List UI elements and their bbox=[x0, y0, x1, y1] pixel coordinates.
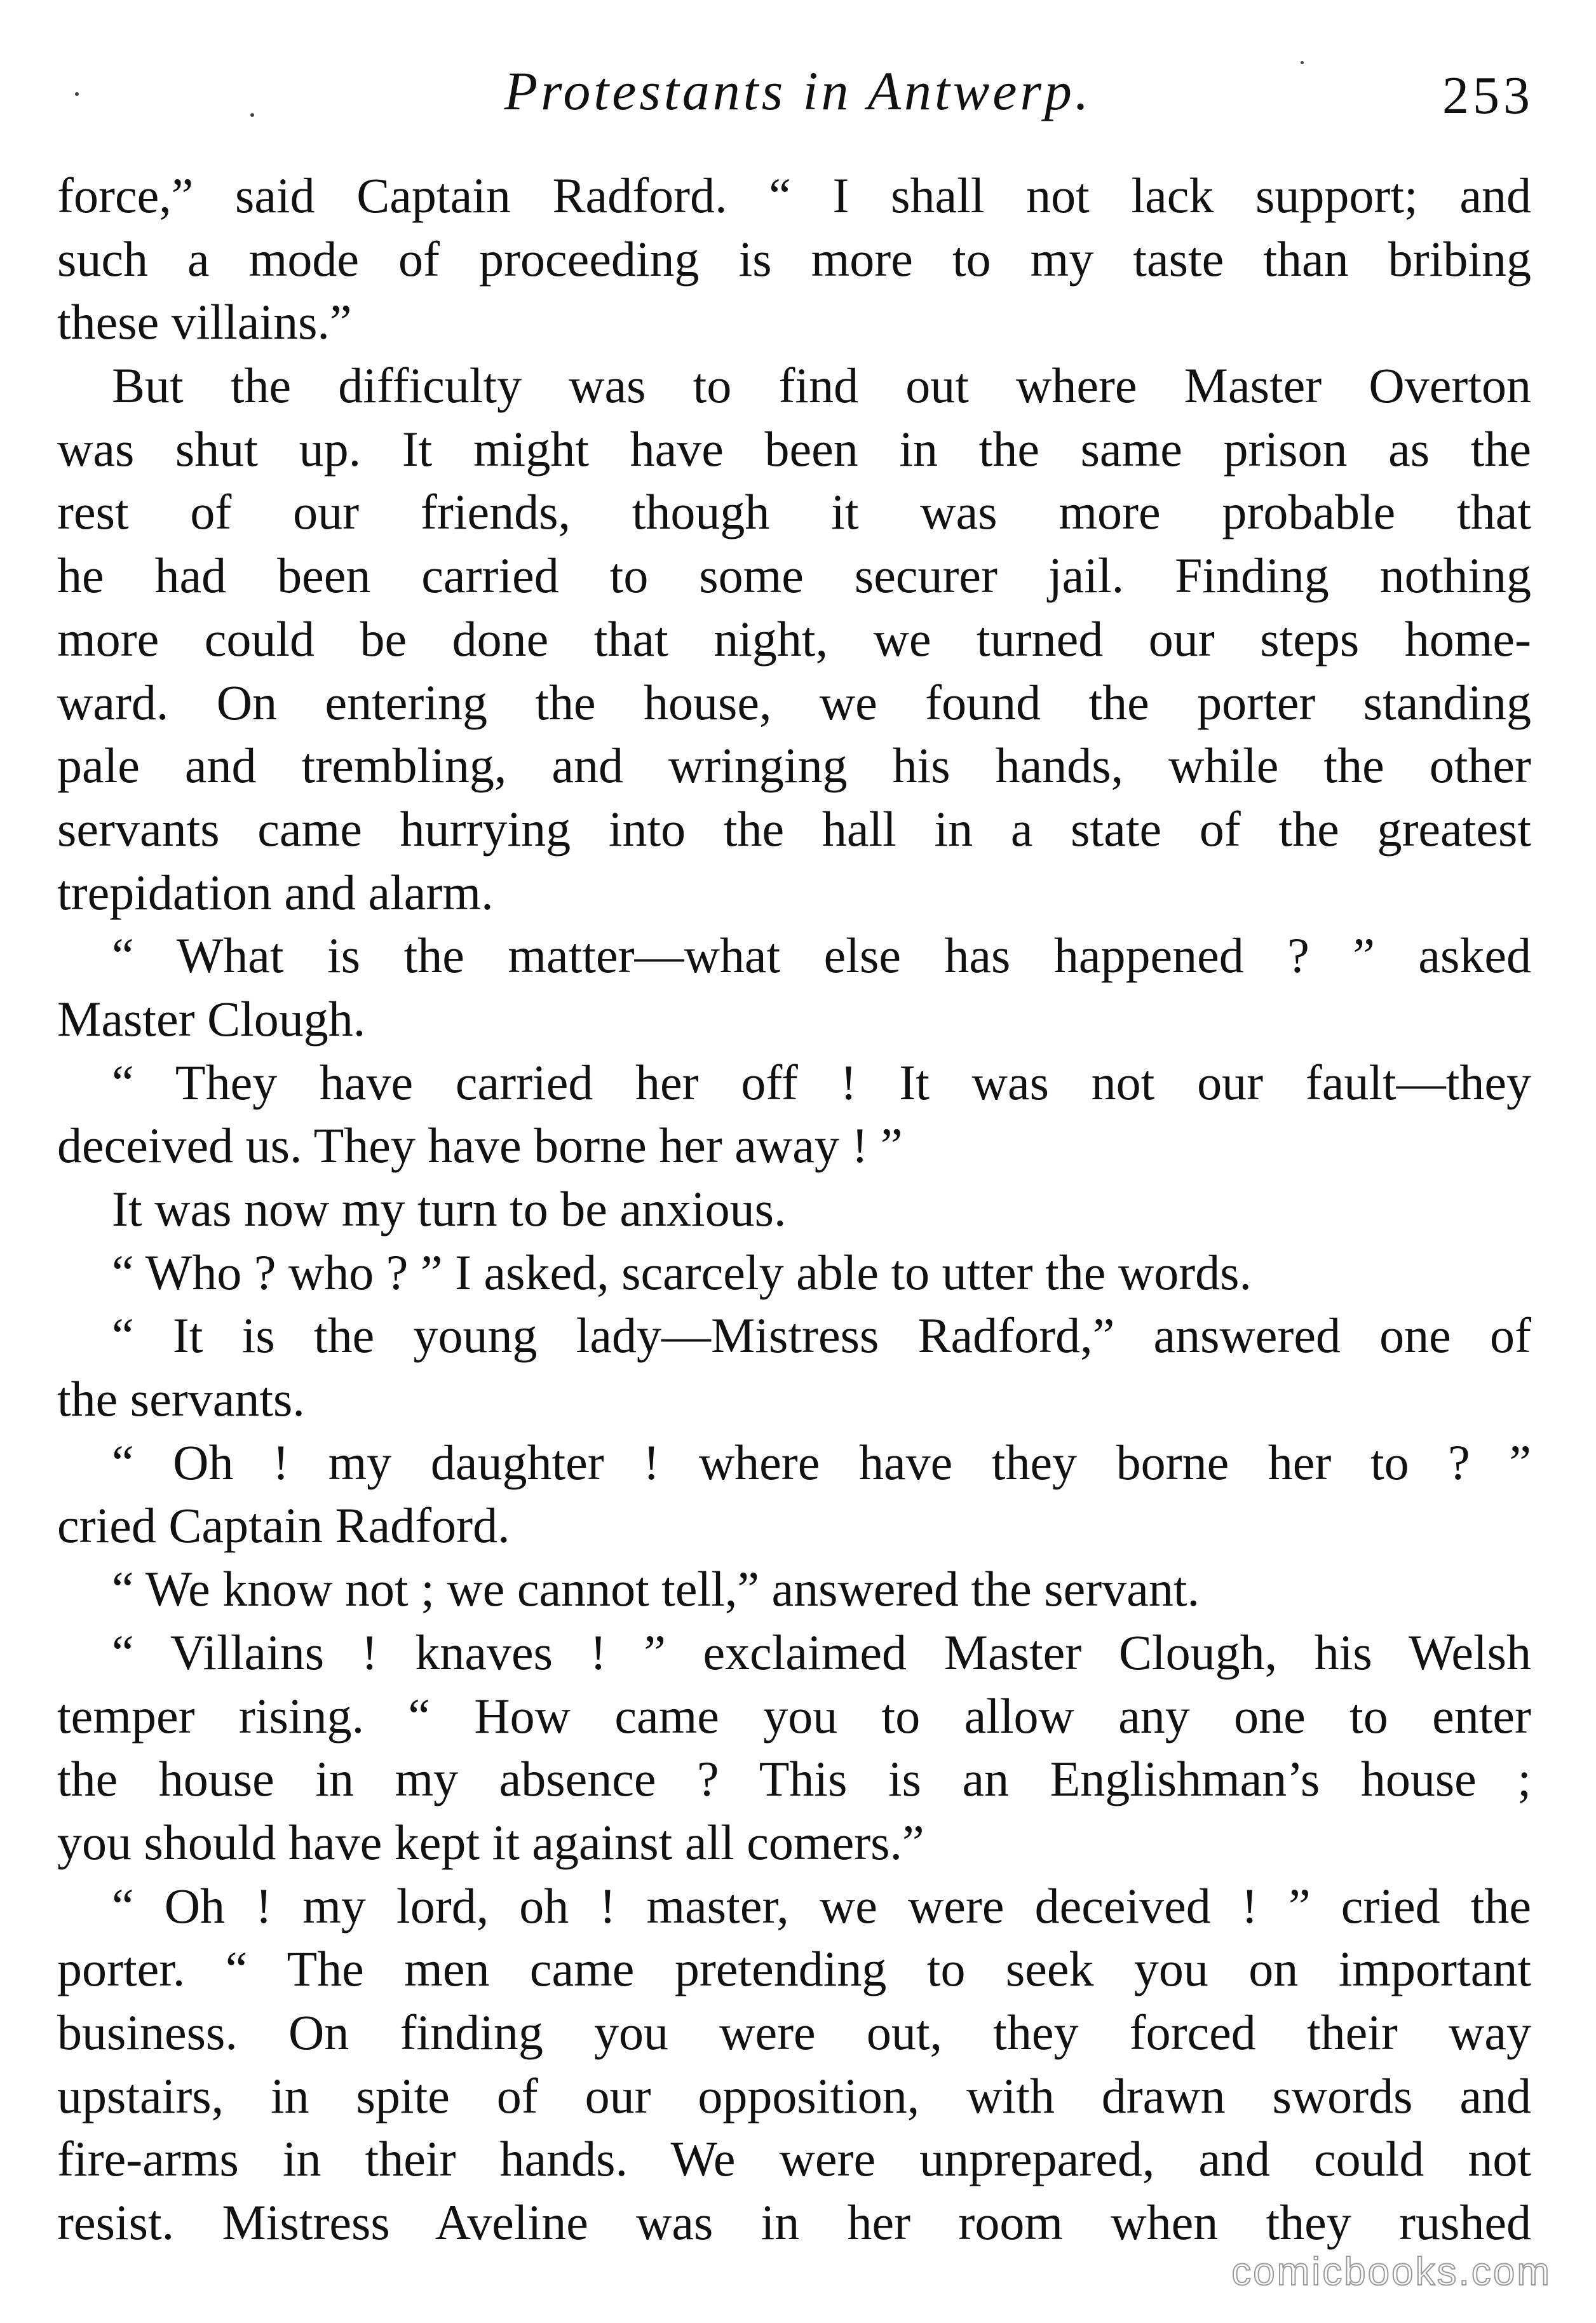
text-line: ward. On entering the house, we found the porter standing bbox=[57, 674, 1531, 730]
running-title: Protestants in Antwerp. bbox=[504, 60, 1092, 121]
page-number: 253 bbox=[1442, 66, 1534, 125]
text-line: more could be done that night, we turned our steps home- bbox=[57, 611, 1531, 667]
text-line: the servants. bbox=[57, 1371, 305, 1427]
text-line: “ Villains ! knaves ! ” exclaimed Master Clough, his Welsh bbox=[112, 1624, 1531, 1680]
text-line: force,” said Captain Radford. “ I shall not lack support; and bbox=[57, 168, 1531, 223]
text-line: temper rising. “ How came you to allow any one to enter bbox=[57, 1688, 1531, 1744]
text-line: he had been carried to some securer jail. Finding nothing bbox=[57, 548, 1531, 604]
text-line: pale and trembling, and wringing his hands, while the other bbox=[57, 738, 1531, 794]
text-line: was shut up. It might have been in the same prison as the bbox=[57, 421, 1531, 477]
text-line: the house in my absence ? This is an Englishman’s house ; bbox=[57, 1751, 1531, 1807]
text-line: “ We know not ; we cannot tell,” answered the servant. bbox=[112, 1561, 1200, 1617]
text-line: deceived us. They have borne her away ! ” bbox=[57, 1118, 903, 1174]
running-head bbox=[0, 56, 1596, 126]
text-line: you should have kept it against all comers.” bbox=[57, 1814, 924, 1870]
text-line: Master Clough. bbox=[57, 991, 366, 1046]
text-line: “ Oh ! my daughter ! where have they borne her to ? ” bbox=[112, 1434, 1531, 1490]
text-line: cried Captain Radford. bbox=[57, 1498, 510, 1554]
text-line: But the difficulty was to find out where Master Overton bbox=[112, 358, 1531, 414]
text-line: porter. “ The men came pretending to seek you on important bbox=[57, 1941, 1531, 1997]
text-line: these villains.” bbox=[57, 294, 352, 350]
text-line: such a mode of proceeding is more to my taste than bribing bbox=[57, 231, 1531, 287]
text-line: resist. Mistress Aveline was in her room when they rushed bbox=[57, 2195, 1531, 2250]
text-line: upstairs, in spite of our opposition, with drawn swords and bbox=[57, 2068, 1531, 2123]
watermark: comicbooks.com bbox=[1231, 2250, 1552, 2294]
text-line: “ Oh ! my lord, oh ! master, we were deceived ! ” cried the bbox=[112, 1878, 1531, 1934]
text-line: fire-arms in their hands. We were unprepared, and could not bbox=[57, 2131, 1531, 2187]
body-text bbox=[57, 164, 1531, 2254]
text-line: “ They have carried her off ! It was not our fault—they bbox=[112, 1054, 1531, 1110]
print-speck bbox=[250, 113, 254, 117]
text-line: trepidation and alarm. bbox=[57, 864, 494, 920]
text-line: rest of our friends, though it was more probable that bbox=[57, 484, 1531, 540]
text-line: servants came hurrying into the hall in a state of the greatest bbox=[57, 801, 1531, 857]
text-line: It was now my turn to be anxious. bbox=[112, 1181, 787, 1236]
text-line: business. On finding you were out, they forced their way bbox=[57, 2004, 1531, 2060]
print-speck bbox=[1301, 61, 1304, 64]
text-line: “ Who ? who ? ” I asked, scarcely able to utter the words. bbox=[112, 1244, 1252, 1300]
text-line: “ What is the matter—what else has happened ? ” asked bbox=[112, 928, 1531, 984]
text-line: “ It is the young lady—Mistress Radford,” answered one of bbox=[112, 1308, 1531, 1364]
print-speck bbox=[75, 92, 79, 96]
